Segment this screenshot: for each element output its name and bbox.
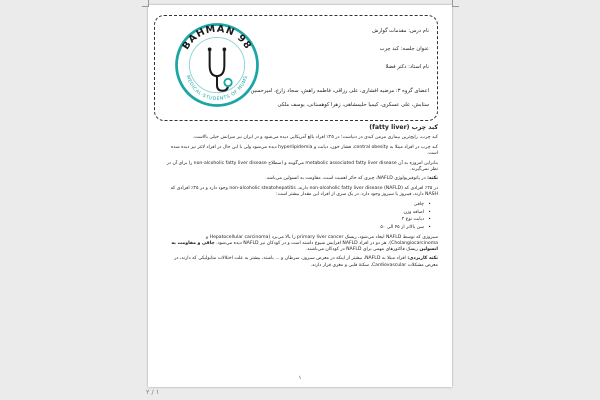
list-item: • سن بالاتر از ۴۵ الی ۵۰: [160, 225, 424, 231]
lesson-name: نام درس: مقدمات گوارش: [372, 28, 429, 34]
reviewers-line: ستایش، علی عسکری، کیمیا حلیمشاهی، زهرا کوهستانی، یوسف ملکی: [277, 102, 429, 108]
list-item: • دیابت نوع ۲: [160, 217, 424, 223]
practical-note-text: افراد مبتلا به NAFLD، بیشتر از اینکه در معرض سیروز، سرطان و ... باشند، بیشتر به علت اختلالات متابولیکی که دارند، در معرض مشکلات Cardiovascular، سکتهٔ قلبی و مغزی قرار دارند.: [174, 256, 438, 268]
logo-text-bottom: MEDICAL STUDENTS OF MUMS: [184, 74, 250, 103]
page-number: ۱: [298, 375, 302, 381]
paragraph-4: در ۲۵٪ افرادی که non-alcoholic fatty liver disease (NAFLD) دارند، non-alcoholic steatohepatitis وجود دارد و در ۲۵٪ افرادی که NASH دارند، فیبروز یا سیروز وجود دارد. در یک سری از افراد این مقدار بیشتر است:: [170, 186, 438, 198]
list-item: • چاقی: [160, 202, 424, 208]
paragraph-1: کبد چرب، رایج‌ترین بیماری مزمن کبدی در دنیاست؛ در ۲۵٪ افراد بالغ آمریکایی دیده می‌شود و در ایران نیز میزانش خیلی بالاست.: [192, 135, 438, 141]
logo-text-top: BAHMAN 98: [180, 23, 254, 52]
practical-note-label: نکته کاربردی:: [407, 256, 438, 262]
paragraph-5-post: ریسک فاکتورهای مهمی برای NAFLD در کودکان می‌باشند.: [305, 246, 418, 252]
header-box: [154, 15, 438, 121]
paragraph-5-bold: چاقی و مقاومت به انسولین: [171, 240, 438, 252]
session-topic: عنوان جلسه: کبد چرب: [379, 46, 429, 52]
paragraph-5-pre: سیروزی که توسط NAFLD ایجاد می‌شود، ریسک primary liver cancer را بالا می‌برد (Hepatocellular carcinoma و Cholangiocarcinoma). هر دو در افراد NAFLD افزایش شیوع داشته است و در کودکان نیز NAFLD دیده می‌شود.: [205, 234, 438, 246]
list-item: • اضافه وزن: [160, 210, 424, 216]
stethoscope-icon: [210, 50, 225, 76]
crop-mark: [452, 0, 459, 7]
paragraph-3: بنابراین امروزه به آن metabolic associated fatty liver disease می‌گویند و اصطلاح non-alcoholic fatty liver disease را برای آن در نظر نمی‌گیرند.: [166, 160, 438, 172]
professor-name: نام استاد: دکتر فضلا: [385, 64, 429, 70]
page-counter: ۲ / ۱: [146, 388, 160, 396]
paragraph-2: کبد چرب در افراد مبتلا به central obesity، فشار خون، دیابت و hyperlipidemia دیده می‌شود ولی با این حال در افراد لاغر نیز دیده شده است.: [171, 144, 438, 156]
risk-factor-list: [160, 202, 438, 231]
paragraph-5: [160, 235, 438, 253]
note-label: نکته:: [427, 176, 438, 182]
section-title: کبد چرب (fatty liver): [369, 124, 438, 131]
bahman-98-logo: [171, 19, 263, 111]
editors-line: اعضای گروه ۳: مرضیه افشاری، علی رزاقی، فاطمه راهش، سجاد زارع، امیرحسین: [250, 88, 429, 94]
note-text: در پاتوفیزیولوژی NAFLD، چیزی که حائز اهمیت است، مقاومت به انسولین می‌باشد.: [265, 176, 426, 182]
note-paragraph: [160, 176, 438, 182]
paragraph-6: [160, 256, 438, 268]
document-page: [148, 5, 452, 387]
document-body: [160, 125, 438, 272]
crop-mark: [142, 0, 149, 7]
